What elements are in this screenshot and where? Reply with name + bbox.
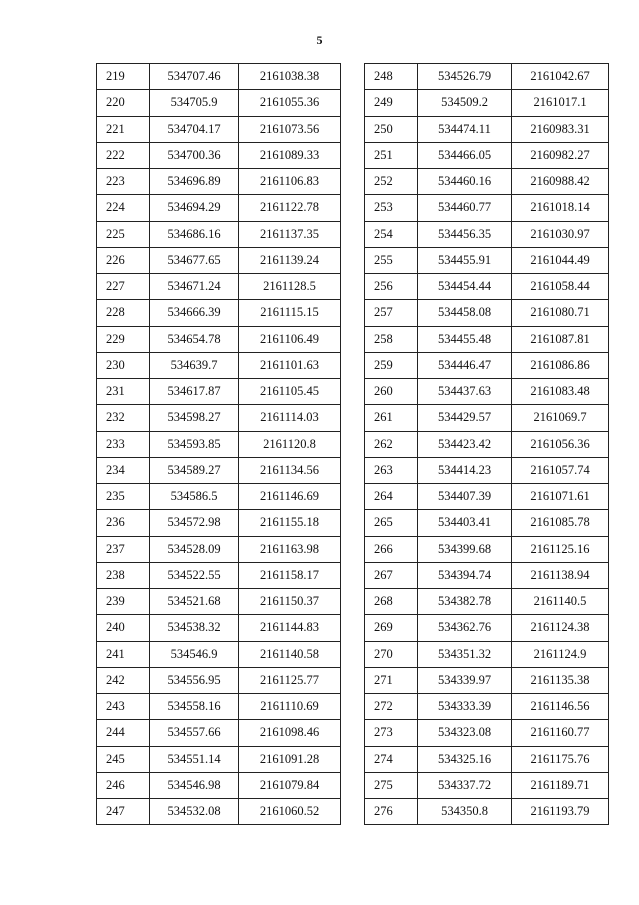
point-number-cell: 266 xyxy=(365,536,418,562)
y-coordinate-cell: 2161144.83 xyxy=(239,615,341,641)
table-row xyxy=(365,90,609,116)
y-coordinate-cell: 2160983.31 xyxy=(512,116,609,142)
x-coordinate-cell: 534558.16 xyxy=(150,694,239,720)
y-coordinate-cell: 2161105.45 xyxy=(239,379,341,405)
table-row xyxy=(97,615,341,641)
x-coordinate-cell: 534455.48 xyxy=(418,326,512,352)
x-coordinate-cell: 534337.72 xyxy=(418,772,512,798)
y-coordinate-cell: 2161089.33 xyxy=(239,142,341,168)
y-coordinate-cell: 2161115.15 xyxy=(239,300,341,326)
point-number-cell: 227 xyxy=(97,274,150,300)
point-number-cell: 245 xyxy=(97,746,150,772)
y-coordinate-cell: 2161056.36 xyxy=(512,431,609,457)
x-coordinate-cell: 534707.46 xyxy=(150,64,239,90)
x-coordinate-cell: 534556.95 xyxy=(150,667,239,693)
table-row xyxy=(97,589,341,615)
x-coordinate-cell: 534423.42 xyxy=(418,431,512,457)
y-coordinate-cell: 2161138.94 xyxy=(512,562,609,588)
point-number-cell: 270 xyxy=(365,641,418,667)
table-row xyxy=(365,300,609,326)
table-row xyxy=(365,615,609,641)
x-coordinate-cell: 534617.87 xyxy=(150,379,239,405)
table-row xyxy=(365,169,609,195)
point-number-cell: 234 xyxy=(97,457,150,483)
table-row xyxy=(97,64,341,90)
x-coordinate-cell: 534551.14 xyxy=(150,746,239,772)
x-coordinate-cell: 534407.39 xyxy=(418,484,512,510)
y-coordinate-cell: 2161122.78 xyxy=(239,195,341,221)
x-coordinate-cell: 534526.79 xyxy=(418,64,512,90)
table-row xyxy=(365,352,609,378)
x-coordinate-cell: 534572.98 xyxy=(150,510,239,536)
point-number-cell: 264 xyxy=(365,484,418,510)
table-row xyxy=(97,300,341,326)
y-coordinate-cell: 2161189.71 xyxy=(512,772,609,798)
y-coordinate-cell: 2161120.8 xyxy=(239,431,341,457)
point-number-cell: 241 xyxy=(97,641,150,667)
x-coordinate-cell: 534677.65 xyxy=(150,247,239,273)
point-number-cell: 232 xyxy=(97,405,150,431)
point-number-cell: 268 xyxy=(365,589,418,615)
table-row xyxy=(97,641,341,667)
y-coordinate-cell: 2161017.1 xyxy=(512,90,609,116)
point-number-cell: 260 xyxy=(365,379,418,405)
point-number-cell: 258 xyxy=(365,326,418,352)
y-coordinate-cell: 2161128.5 xyxy=(239,274,341,300)
x-coordinate-cell: 534686.16 xyxy=(150,221,239,247)
y-coordinate-cell: 2161030.97 xyxy=(512,221,609,247)
point-number-cell: 261 xyxy=(365,405,418,431)
x-coordinate-cell: 534399.68 xyxy=(418,536,512,562)
y-coordinate-cell: 2161146.56 xyxy=(512,694,609,720)
table-row xyxy=(365,667,609,693)
table-row xyxy=(365,536,609,562)
table-row xyxy=(365,64,609,90)
point-number-cell: 247 xyxy=(97,799,150,825)
x-coordinate-cell: 534696.89 xyxy=(150,169,239,195)
point-number-cell: 252 xyxy=(365,169,418,195)
x-coordinate-cell: 534521.68 xyxy=(150,589,239,615)
y-coordinate-cell: 2160982.27 xyxy=(512,142,609,168)
table-row xyxy=(97,379,341,405)
y-coordinate-cell: 2161080.71 xyxy=(512,300,609,326)
point-number-cell: 244 xyxy=(97,720,150,746)
y-coordinate-cell: 2161106.83 xyxy=(239,169,341,195)
y-coordinate-cell: 2161140.5 xyxy=(512,589,609,615)
table-row xyxy=(97,116,341,142)
table-row xyxy=(365,641,609,667)
table-row xyxy=(97,405,341,431)
table-row xyxy=(97,536,341,562)
x-coordinate-cell: 534403.41 xyxy=(418,510,512,536)
x-coordinate-cell: 534598.27 xyxy=(150,405,239,431)
x-coordinate-cell: 534704.17 xyxy=(150,116,239,142)
table-row xyxy=(97,90,341,116)
table-row xyxy=(365,221,609,247)
y-coordinate-cell: 2161079.84 xyxy=(239,772,341,798)
x-coordinate-cell: 534589.27 xyxy=(150,457,239,483)
x-coordinate-cell: 534666.39 xyxy=(150,300,239,326)
point-number-cell: 276 xyxy=(365,799,418,825)
table-row xyxy=(365,799,609,825)
point-number-cell: 231 xyxy=(97,379,150,405)
y-coordinate-cell: 2161098.46 xyxy=(239,720,341,746)
point-number-cell: 273 xyxy=(365,720,418,746)
point-number-cell: 240 xyxy=(97,615,150,641)
x-coordinate-cell: 534509.2 xyxy=(418,90,512,116)
y-coordinate-cell: 2161124.9 xyxy=(512,641,609,667)
x-coordinate-cell: 534339.97 xyxy=(418,667,512,693)
y-coordinate-cell: 2161124.38 xyxy=(512,615,609,641)
table-row xyxy=(97,431,341,457)
x-coordinate-cell: 534593.85 xyxy=(150,431,239,457)
x-coordinate-cell: 534460.16 xyxy=(418,169,512,195)
y-coordinate-cell: 2161085.78 xyxy=(512,510,609,536)
point-number-cell: 220 xyxy=(97,90,150,116)
point-number-cell: 229 xyxy=(97,326,150,352)
y-coordinate-cell: 2161069.7 xyxy=(512,405,609,431)
x-coordinate-cell: 534382.78 xyxy=(418,589,512,615)
y-coordinate-cell: 2161125.16 xyxy=(512,536,609,562)
y-coordinate-cell: 2161175.76 xyxy=(512,746,609,772)
table-row xyxy=(365,589,609,615)
y-coordinate-cell: 2161135.38 xyxy=(512,667,609,693)
point-number-cell: 223 xyxy=(97,169,150,195)
x-coordinate-cell: 534532.08 xyxy=(150,799,239,825)
table-row xyxy=(97,195,341,221)
table-row xyxy=(97,720,341,746)
point-number-cell: 255 xyxy=(365,247,418,273)
point-number-cell: 259 xyxy=(365,352,418,378)
x-coordinate-cell: 534671.24 xyxy=(150,274,239,300)
x-coordinate-cell: 534325.16 xyxy=(418,746,512,772)
y-coordinate-cell: 2161073.56 xyxy=(239,116,341,142)
x-coordinate-cell: 534546.98 xyxy=(150,772,239,798)
x-coordinate-cell: 534538.32 xyxy=(150,615,239,641)
point-number-cell: 236 xyxy=(97,510,150,536)
x-coordinate-cell: 534474.11 xyxy=(418,116,512,142)
y-coordinate-cell: 2161071.61 xyxy=(512,484,609,510)
point-number-cell: 272 xyxy=(365,694,418,720)
x-coordinate-cell: 534694.29 xyxy=(150,195,239,221)
table-row xyxy=(97,457,341,483)
y-coordinate-cell: 2161057.74 xyxy=(512,457,609,483)
point-number-cell: 242 xyxy=(97,667,150,693)
x-coordinate-cell: 534429.57 xyxy=(418,405,512,431)
y-coordinate-cell: 2160988.42 xyxy=(512,169,609,195)
point-number-cell: 221 xyxy=(97,116,150,142)
table-row xyxy=(97,799,341,825)
point-number-cell: 222 xyxy=(97,142,150,168)
point-number-cell: 239 xyxy=(97,589,150,615)
table-row xyxy=(97,562,341,588)
point-number-cell: 243 xyxy=(97,694,150,720)
table-row xyxy=(97,169,341,195)
point-number-cell: 262 xyxy=(365,431,418,457)
y-coordinate-cell: 2161106.49 xyxy=(239,326,341,352)
y-coordinate-cell: 2161158.17 xyxy=(239,562,341,588)
y-coordinate-cell: 2161060.52 xyxy=(239,799,341,825)
x-coordinate-cell: 534350.8 xyxy=(418,799,512,825)
coordinates-table-left-body xyxy=(97,64,341,825)
point-number-cell: 225 xyxy=(97,221,150,247)
y-coordinate-cell: 2161146.69 xyxy=(239,484,341,510)
y-coordinate-cell: 2161055.36 xyxy=(239,90,341,116)
x-coordinate-cell: 534528.09 xyxy=(150,536,239,562)
table-row xyxy=(365,484,609,510)
y-coordinate-cell: 2161091.28 xyxy=(239,746,341,772)
y-coordinate-cell: 2161042.67 xyxy=(512,64,609,90)
point-number-cell: 224 xyxy=(97,195,150,221)
x-coordinate-cell: 534323.08 xyxy=(418,720,512,746)
y-coordinate-cell: 2161018.14 xyxy=(512,195,609,221)
point-number-cell: 249 xyxy=(365,90,418,116)
x-coordinate-cell: 534546.9 xyxy=(150,641,239,667)
table-row xyxy=(365,772,609,798)
table-row xyxy=(97,352,341,378)
table-row xyxy=(97,221,341,247)
x-coordinate-cell: 534437.63 xyxy=(418,379,512,405)
table-row xyxy=(365,379,609,405)
point-number-cell: 235 xyxy=(97,484,150,510)
table-row xyxy=(365,326,609,352)
table-row xyxy=(97,667,341,693)
table-row xyxy=(365,457,609,483)
y-coordinate-cell: 2161058.44 xyxy=(512,274,609,300)
point-number-cell: 246 xyxy=(97,772,150,798)
table-row xyxy=(97,746,341,772)
table-row xyxy=(97,694,341,720)
table-row xyxy=(365,247,609,273)
point-number-cell: 267 xyxy=(365,562,418,588)
point-number-cell: 226 xyxy=(97,247,150,273)
table-row xyxy=(365,562,609,588)
y-coordinate-cell: 2161193.79 xyxy=(512,799,609,825)
table-row xyxy=(365,116,609,142)
x-coordinate-cell: 534455.91 xyxy=(418,247,512,273)
y-coordinate-cell: 2161125.77 xyxy=(239,667,341,693)
point-number-cell: 233 xyxy=(97,431,150,457)
coordinates-table-right-body xyxy=(365,64,609,825)
x-coordinate-cell: 534446.47 xyxy=(418,352,512,378)
point-number-cell: 248 xyxy=(365,64,418,90)
point-number-cell: 251 xyxy=(365,142,418,168)
y-coordinate-cell: 2161110.69 xyxy=(239,694,341,720)
x-coordinate-cell: 534394.74 xyxy=(418,562,512,588)
table-row xyxy=(97,326,341,352)
y-coordinate-cell: 2161083.48 xyxy=(512,379,609,405)
table-row xyxy=(365,195,609,221)
point-number-cell: 219 xyxy=(97,64,150,90)
point-number-cell: 256 xyxy=(365,274,418,300)
table-row xyxy=(97,772,341,798)
y-coordinate-cell: 2161134.56 xyxy=(239,457,341,483)
y-coordinate-cell: 2161155.18 xyxy=(239,510,341,536)
table-row xyxy=(365,142,609,168)
x-coordinate-cell: 534460.77 xyxy=(418,195,512,221)
x-coordinate-cell: 534333.39 xyxy=(418,694,512,720)
point-number-cell: 253 xyxy=(365,195,418,221)
table-row xyxy=(365,746,609,772)
table-row xyxy=(97,142,341,168)
x-coordinate-cell: 534586.5 xyxy=(150,484,239,510)
x-coordinate-cell: 534522.55 xyxy=(150,562,239,588)
x-coordinate-cell: 534456.35 xyxy=(418,221,512,247)
point-number-cell: 271 xyxy=(365,667,418,693)
coordinates-table-left xyxy=(96,63,341,825)
page-number: 5 xyxy=(316,33,323,47)
x-coordinate-cell: 534454.44 xyxy=(418,274,512,300)
table-row xyxy=(365,274,609,300)
x-coordinate-cell: 534654.78 xyxy=(150,326,239,352)
point-number-cell: 230 xyxy=(97,352,150,378)
point-number-cell: 269 xyxy=(365,615,418,641)
table-row xyxy=(365,510,609,536)
point-number-cell: 237 xyxy=(97,536,150,562)
y-coordinate-cell: 2161140.58 xyxy=(239,641,341,667)
y-coordinate-cell: 2161139.24 xyxy=(239,247,341,273)
x-coordinate-cell: 534414.23 xyxy=(418,457,512,483)
x-coordinate-cell: 534351.32 xyxy=(418,641,512,667)
x-coordinate-cell: 534700.36 xyxy=(150,142,239,168)
y-coordinate-cell: 2161160.77 xyxy=(512,720,609,746)
x-coordinate-cell: 534466.05 xyxy=(418,142,512,168)
table-row xyxy=(365,431,609,457)
x-coordinate-cell: 534362.76 xyxy=(418,615,512,641)
y-coordinate-cell: 2161086.86 xyxy=(512,352,609,378)
x-coordinate-cell: 534705.9 xyxy=(150,90,239,116)
point-number-cell: 274 xyxy=(365,746,418,772)
point-number-cell: 265 xyxy=(365,510,418,536)
point-number-cell: 257 xyxy=(365,300,418,326)
table-row xyxy=(365,694,609,720)
point-number-cell: 263 xyxy=(365,457,418,483)
table-row xyxy=(97,510,341,536)
table-row xyxy=(97,484,341,510)
y-coordinate-cell: 2161150.37 xyxy=(239,589,341,615)
point-number-cell: 238 xyxy=(97,562,150,588)
point-number-cell: 250 xyxy=(365,116,418,142)
y-coordinate-cell: 2161114.03 xyxy=(239,405,341,431)
table-row xyxy=(365,720,609,746)
point-number-cell: 254 xyxy=(365,221,418,247)
y-coordinate-cell: 2161101.63 xyxy=(239,352,341,378)
table-row xyxy=(365,405,609,431)
y-coordinate-cell: 2161137.35 xyxy=(239,221,341,247)
y-coordinate-cell: 2161038.38 xyxy=(239,64,341,90)
y-coordinate-cell: 2161044.49 xyxy=(512,247,609,273)
y-coordinate-cell: 2161163.98 xyxy=(239,536,341,562)
y-coordinate-cell: 2161087.81 xyxy=(512,326,609,352)
table-row xyxy=(97,274,341,300)
x-coordinate-cell: 534458.08 xyxy=(418,300,512,326)
table-row xyxy=(97,247,341,273)
point-number-cell: 275 xyxy=(365,772,418,798)
x-coordinate-cell: 534639.7 xyxy=(150,352,239,378)
point-number-cell: 228 xyxy=(97,300,150,326)
x-coordinate-cell: 534557.66 xyxy=(150,720,239,746)
coordinates-table-right xyxy=(364,63,609,825)
